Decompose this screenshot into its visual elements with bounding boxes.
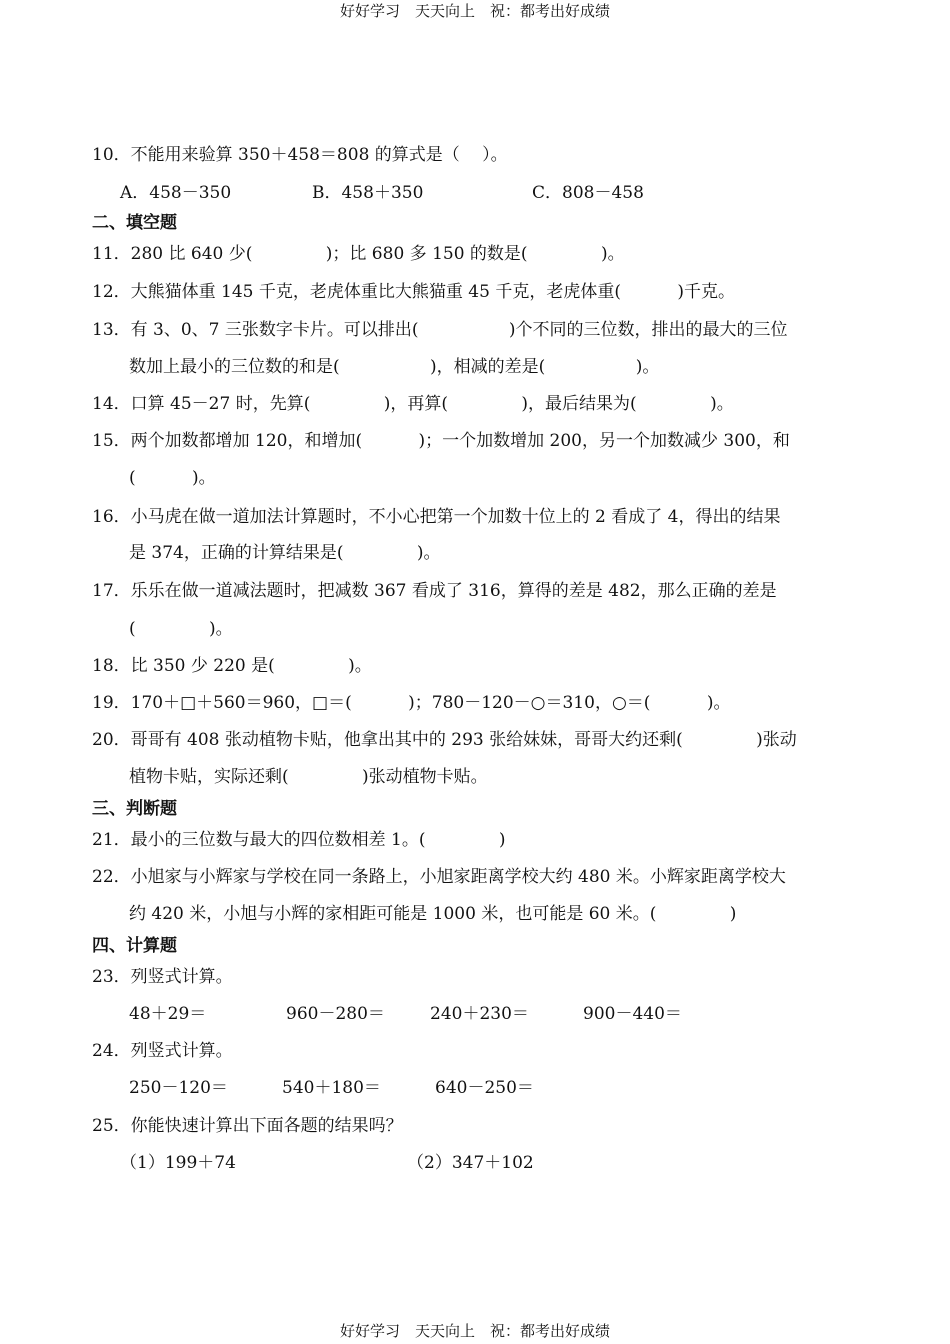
question-13-cont: 数加上最小的三位数的和是( )，相减的差是( )。 xyxy=(129,357,660,377)
question-13: 13．有 3、0、7 三张数字卡片。可以排出( )个不同的三位数，排出的最大的三位 xyxy=(92,320,788,340)
q23-item-3: 240＋230＝ xyxy=(430,1004,529,1024)
q24-item-3: 640－250＝ xyxy=(435,1078,534,1098)
q23-item-2: 960－280＝ xyxy=(286,1004,385,1024)
question-25: 25．你能快速计算出下面各题的结果吗？ xyxy=(92,1116,403,1136)
q25-item-2: （2）347＋102 xyxy=(407,1153,534,1173)
question-22: 22．小旭家与小辉家与学校在同一条路上，小旭家距离学校大约 480 米。小辉家距离学校大 xyxy=(92,867,786,887)
question-15: 15．两个加数都增加 120，和增加( )；一个加数增加 200，另一个加数减少 300，和 xyxy=(92,431,790,451)
section-judge: 三、判断题 xyxy=(92,799,177,819)
page-header: 好好学习 天天向上 祝：都考出好成绩 xyxy=(339,2,610,20)
question-19: 19．170＋□＋560＝960，□＝( )；780－120－○＝310，○＝( )。 xyxy=(92,693,731,713)
question-15-cont: ( )。 xyxy=(129,468,216,488)
question-20-cont: 植物卡贴，实际还剩( )张动植物卡贴。 xyxy=(129,767,488,787)
question-12: 12．大熊猫体重 145 千克，老虎体重比大熊猫重 45 千克，老虎体重( )千克。 xyxy=(92,282,735,302)
question-14: 14．口算 45－27 时，先算( )，再算( )，最后结果为( )。 xyxy=(92,394,734,414)
question-21: 21．最小的三位数与最大的四位数相差 1。( ) xyxy=(92,830,506,850)
q25-item-1: （1）199＋74 xyxy=(120,1153,236,1173)
question-23: 23．列竖式计算。 xyxy=(92,967,233,987)
section-fill-in: 二、填空题 xyxy=(92,213,177,233)
q10-option-b: B．458＋350 xyxy=(312,183,424,203)
section-calc: 四、计算题 xyxy=(92,936,177,956)
question-16-cont: 是 374，正确的计算结果是( )。 xyxy=(129,543,441,563)
question-10: 10．不能用来验算 350＋458＝808 的算式是（ ）。 xyxy=(92,145,508,165)
q10-option-c: C．808－458 xyxy=(532,183,644,203)
question-22-cont: 约 420 米，小旭与小辉的家相距可能是 1000 米，也可能是 60 米。( ) xyxy=(129,904,737,924)
question-17-cont: ( )。 xyxy=(129,619,233,639)
q10-option-a: A．458－350 xyxy=(120,183,232,203)
page-footer: 好好学习 天天向上 祝：都考出好成绩 xyxy=(339,1322,610,1340)
question-24: 24．列竖式计算。 xyxy=(92,1041,233,1061)
q24-item-2: 540＋180＝ xyxy=(282,1078,381,1098)
q24-item-1: 250－120＝ xyxy=(129,1078,228,1098)
question-18: 18．比 350 少 220 是( )。 xyxy=(92,656,372,676)
q23-item-1: 48＋29＝ xyxy=(129,1004,207,1024)
q23-item-4: 900－440＝ xyxy=(583,1004,682,1024)
question-17: 17．乐乐在做一道减法题时，把减数 367 看成了 316，算得的差是 482，那么正确的差是 xyxy=(92,581,777,601)
question-11: 11．280 比 640 少( )；比 680 多 150 的数是( )。 xyxy=(92,244,625,264)
question-20: 20．哥哥有 408 张动植物卡贴，他拿出其中的 293 张给妹妹，哥哥大约还剩( )张动 xyxy=(92,730,797,750)
question-16: 16．小马虎在做一道加法计算题时，不小心把第一个加数十位上的 2 看成了 4，得出的结果 xyxy=(92,507,781,527)
